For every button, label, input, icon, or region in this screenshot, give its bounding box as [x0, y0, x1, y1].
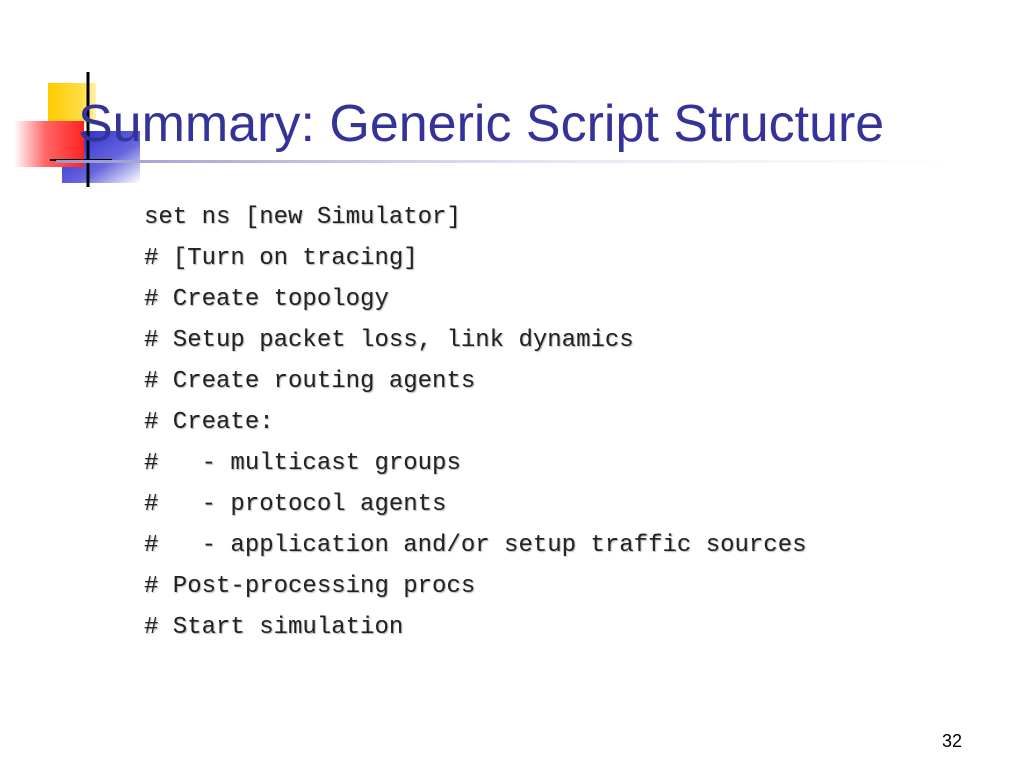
title-underline: [56, 160, 956, 163]
code-line: # - protocol agents: [144, 491, 447, 518]
code-line: set ns [new Simulator]: [144, 204, 461, 231]
page-number: 32: [941, 731, 962, 751]
code-line: # - application and/or setup traffic sources: [144, 532, 807, 559]
code-line: # Create topology: [144, 286, 389, 313]
code-line: # Start simulation: [144, 614, 404, 641]
code-line: # Create:: [144, 409, 274, 436]
code-line: # [Turn on tracing]: [144, 245, 418, 272]
code-line: # Create routing agents: [144, 368, 476, 395]
code-line: # - multicast groups: [144, 450, 461, 477]
code-line: # Post-processing procs: [144, 573, 476, 600]
code-line: # Setup packet loss, link dynamics: [144, 327, 634, 354]
code-block: [144, 197, 807, 648]
slide-title: Summary: Generic Script Structure: [78, 95, 885, 153]
